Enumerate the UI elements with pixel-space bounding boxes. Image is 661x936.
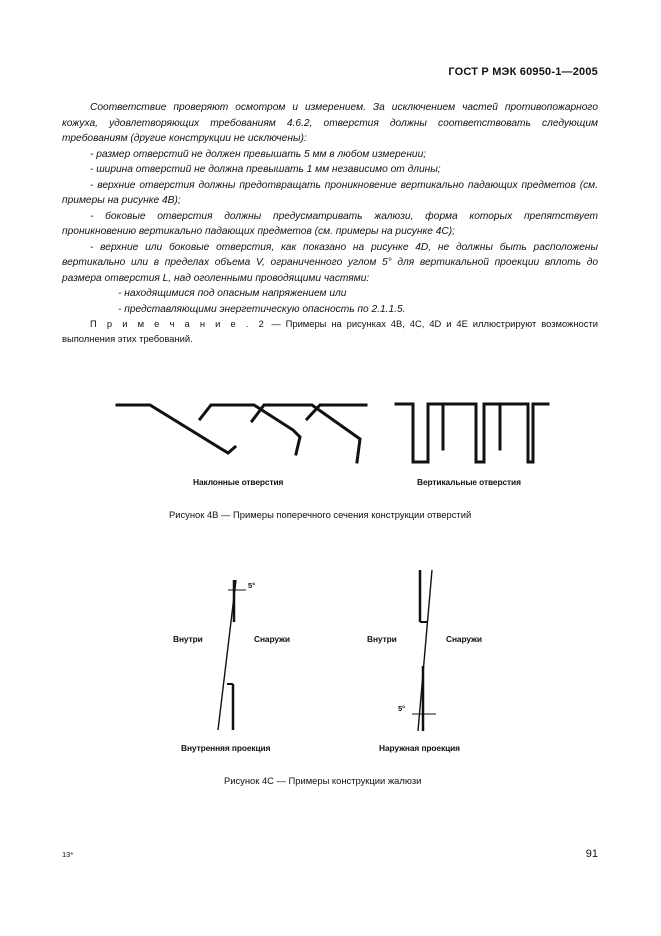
requirement-vertical-projection: - верхние или боковые отверстия, как показано на рисунке 4D, не должны быть расположены вертикально или в пределах объема V, ограниченного углом 5° для вертикальной проекции вплоть до размера отверстия L, над оголенными проводящими частями: [62, 241, 598, 284]
note-label: П р и м е ч а н и е . 2 [90, 318, 267, 329]
paragraph-intro: Соответствие проверяют осмотром и измерением. За исключением частей противопожарного кожуха, удовлетворяющих требованиям 4.6.2, отверстия должны соответствовать следующим требованиям (другие конструкции не исключены): [62, 102, 598, 144]
requirement-width: - ширина отверстий не должна превышать 1 мм независимо от длины; [90, 164, 441, 175]
label-outside-left: Снаружи [254, 634, 290, 644]
requirement-size: - размер отверстий не должен превышать 5 мм в любом измерении; [90, 148, 427, 160]
figure-4c-caption: Рисунок 4C — Примеры конструкции жалюзи [224, 775, 422, 786]
sheet-mark: 13* [62, 850, 74, 859]
label-vertical-openings: Вертикальные отверстия [417, 477, 521, 487]
label-inside-right: Внутри [367, 634, 397, 644]
label-inner-projection: Внутренняя проекция [181, 743, 271, 753]
figure-4b-caption: Рисунок 4B — Примеры поперечного сечения конструкции отверстий [169, 509, 472, 520]
label-outside-right: Снаружи [446, 634, 482, 644]
sub-item-hazardous-voltage: - находящимися под опасным напряжением или [118, 288, 347, 299]
note-text: — Примеры на рисунках 4B, 4C, 4D и 4E иллюстрируют возможности выполнения этих требований. [62, 318, 598, 344]
page-number: 91 [585, 848, 598, 860]
label-inclined-openings: Наклонные отверстия [193, 477, 284, 487]
angle-label-right: 5° [398, 704, 406, 713]
requirement-top-openings: - верхние отверстия должны предотвращать проникновение вертикально падающих предметов (см. примеры на рисунке 4B); [62, 179, 598, 206]
label-outer-projection: Наружная проекция [379, 743, 460, 753]
sub-item-energy-hazard: - представляющими энергетическую опасность по 2.1.1.5. [118, 303, 406, 315]
label-inside-left: Внутри [173, 634, 203, 644]
requirement-side-openings: - боковые отверстия должны предусматривать жалюзи, форма которых препятствует проникновению вертикально падающих предметов (см. примеры на рисунке 4C); [62, 210, 598, 237]
angle-label-left: 5° [248, 581, 256, 590]
standard-code: ГОСТ Р МЭК 60950-1—2005 [448, 66, 598, 78]
